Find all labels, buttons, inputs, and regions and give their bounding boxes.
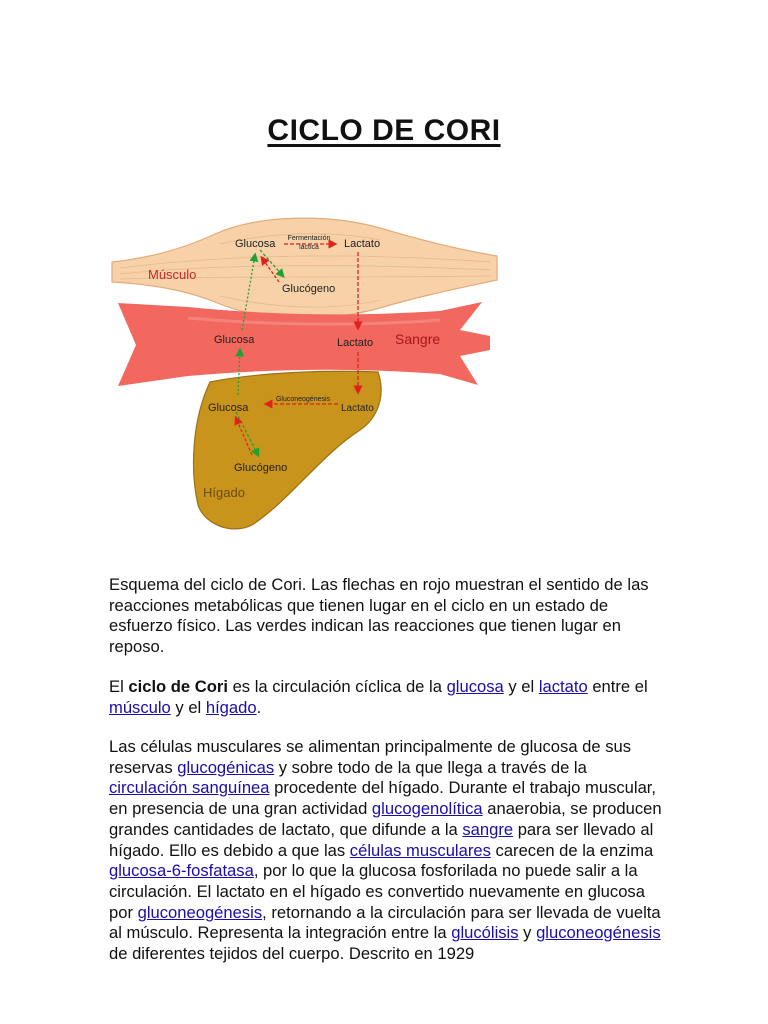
link-celulas-musculares[interactable]: células musculares <box>349 840 491 860</box>
text-span: y el <box>170 697 206 717</box>
term-bold: ciclo de Cori <box>128 677 228 696</box>
intro-paragraph <box>109 677 664 718</box>
liver-glycogen-label: Glucógeno <box>234 462 288 474</box>
blood-glucose-label: Glucosa <box>214 334 255 346</box>
muscle-glycogen-label: Glucógeno <box>282 283 336 295</box>
link-glucosa-6-fosfatasa[interactable]: glucosa-6-fosfatasa <box>109 861 254 881</box>
blood-label: Sangre <box>395 331 441 347</box>
link-circulacion-sanguinea[interactable]: circulación sanguínea <box>109 778 270 798</box>
text-span: , retornando a la circulación para ser llevada de vuelta al músculo. Representa la integración entre la <box>109 902 661 943</box>
link-glucogenolitica[interactable]: glucogenolítica <box>371 799 483 819</box>
blood-lactate-label: Lactato <box>337 337 374 349</box>
text-span: para ser llevado al hígado. Ello es debido a que las <box>109 819 654 860</box>
text-span: procedente del hígado. Durante el trabajo muscular, en presencia de una gran actividad <box>109 778 657 819</box>
fermentation-label-2: láctica <box>299 244 319 251</box>
link-gluconeogenesis-2[interactable]: gluconeogénesis <box>536 923 661 943</box>
link-glucosa[interactable]: glucosa <box>446 677 504 696</box>
fermentation-label-1: Fermentación <box>287 235 331 242</box>
figure-caption: Esquema del ciclo de Cori. Las flechas en rojo muestran el sentido de las reacciones metabólicas que tienen lugar en el ciclo en un estado de esfuerzo físico. Las verdes indican las reacciones que tienen lugar en reposo. <box>109 575 649 657</box>
link-glucolisis[interactable]: glucólisis <box>451 923 519 943</box>
link-sangre[interactable]: sangre <box>462 819 514 839</box>
liver-label: Hígado <box>203 485 245 500</box>
muscle-lactate-label: Lactato <box>344 238 381 250</box>
text-span: carecen de la enzima <box>490 840 654 860</box>
text-span: . <box>256 697 262 717</box>
muscle-label: Músculo <box>148 267 197 282</box>
body-paragraph <box>109 737 664 965</box>
link-higado[interactable]: hígado <box>205 697 257 717</box>
muscle-glucose-label: Glucosa <box>235 238 276 250</box>
page-title: CICLO DE CORI <box>267 114 501 148</box>
link-glucogenicas[interactable]: glucogénicas <box>177 757 275 777</box>
liver-shape <box>194 371 382 529</box>
text-span: de diferentes tejidos del cuerpo. Descrito en 1929 <box>109 944 475 964</box>
liver-lactate-label: Lactato <box>341 403 374 414</box>
text-span: entre el <box>587 677 648 696</box>
text-span: anaerobia, se producen grandes cantidades de lactato, que difunde a la <box>109 799 662 839</box>
text-span: Las células musculares se alimentan principalmente de glucosa de sus reservas <box>109 737 632 777</box>
link-musculo[interactable]: músculo <box>109 697 171 717</box>
link-lactato[interactable]: lactato <box>538 677 588 696</box>
liver-glucose-label: Glucosa <box>208 402 249 414</box>
text-span: y el <box>503 677 539 696</box>
gluconeogenesis-label: Gluconeogénesis <box>275 396 331 403</box>
text-span: y <box>518 923 537 943</box>
text-span: y sobre todo de la que llega a través de la <box>274 757 587 777</box>
link-gluconeogenesis[interactable]: gluconeogénesis <box>137 902 263 922</box>
text-span: El <box>109 677 129 696</box>
text-span: , por lo que la glucosa fosforilada no puede salir a la circulación. El lactato en el hígado es convertido nuevamente en glucosa por <box>109 861 645 922</box>
text-span: es la circulación cíclica de la <box>227 677 447 696</box>
cori-cycle-diagram <box>100 200 500 535</box>
